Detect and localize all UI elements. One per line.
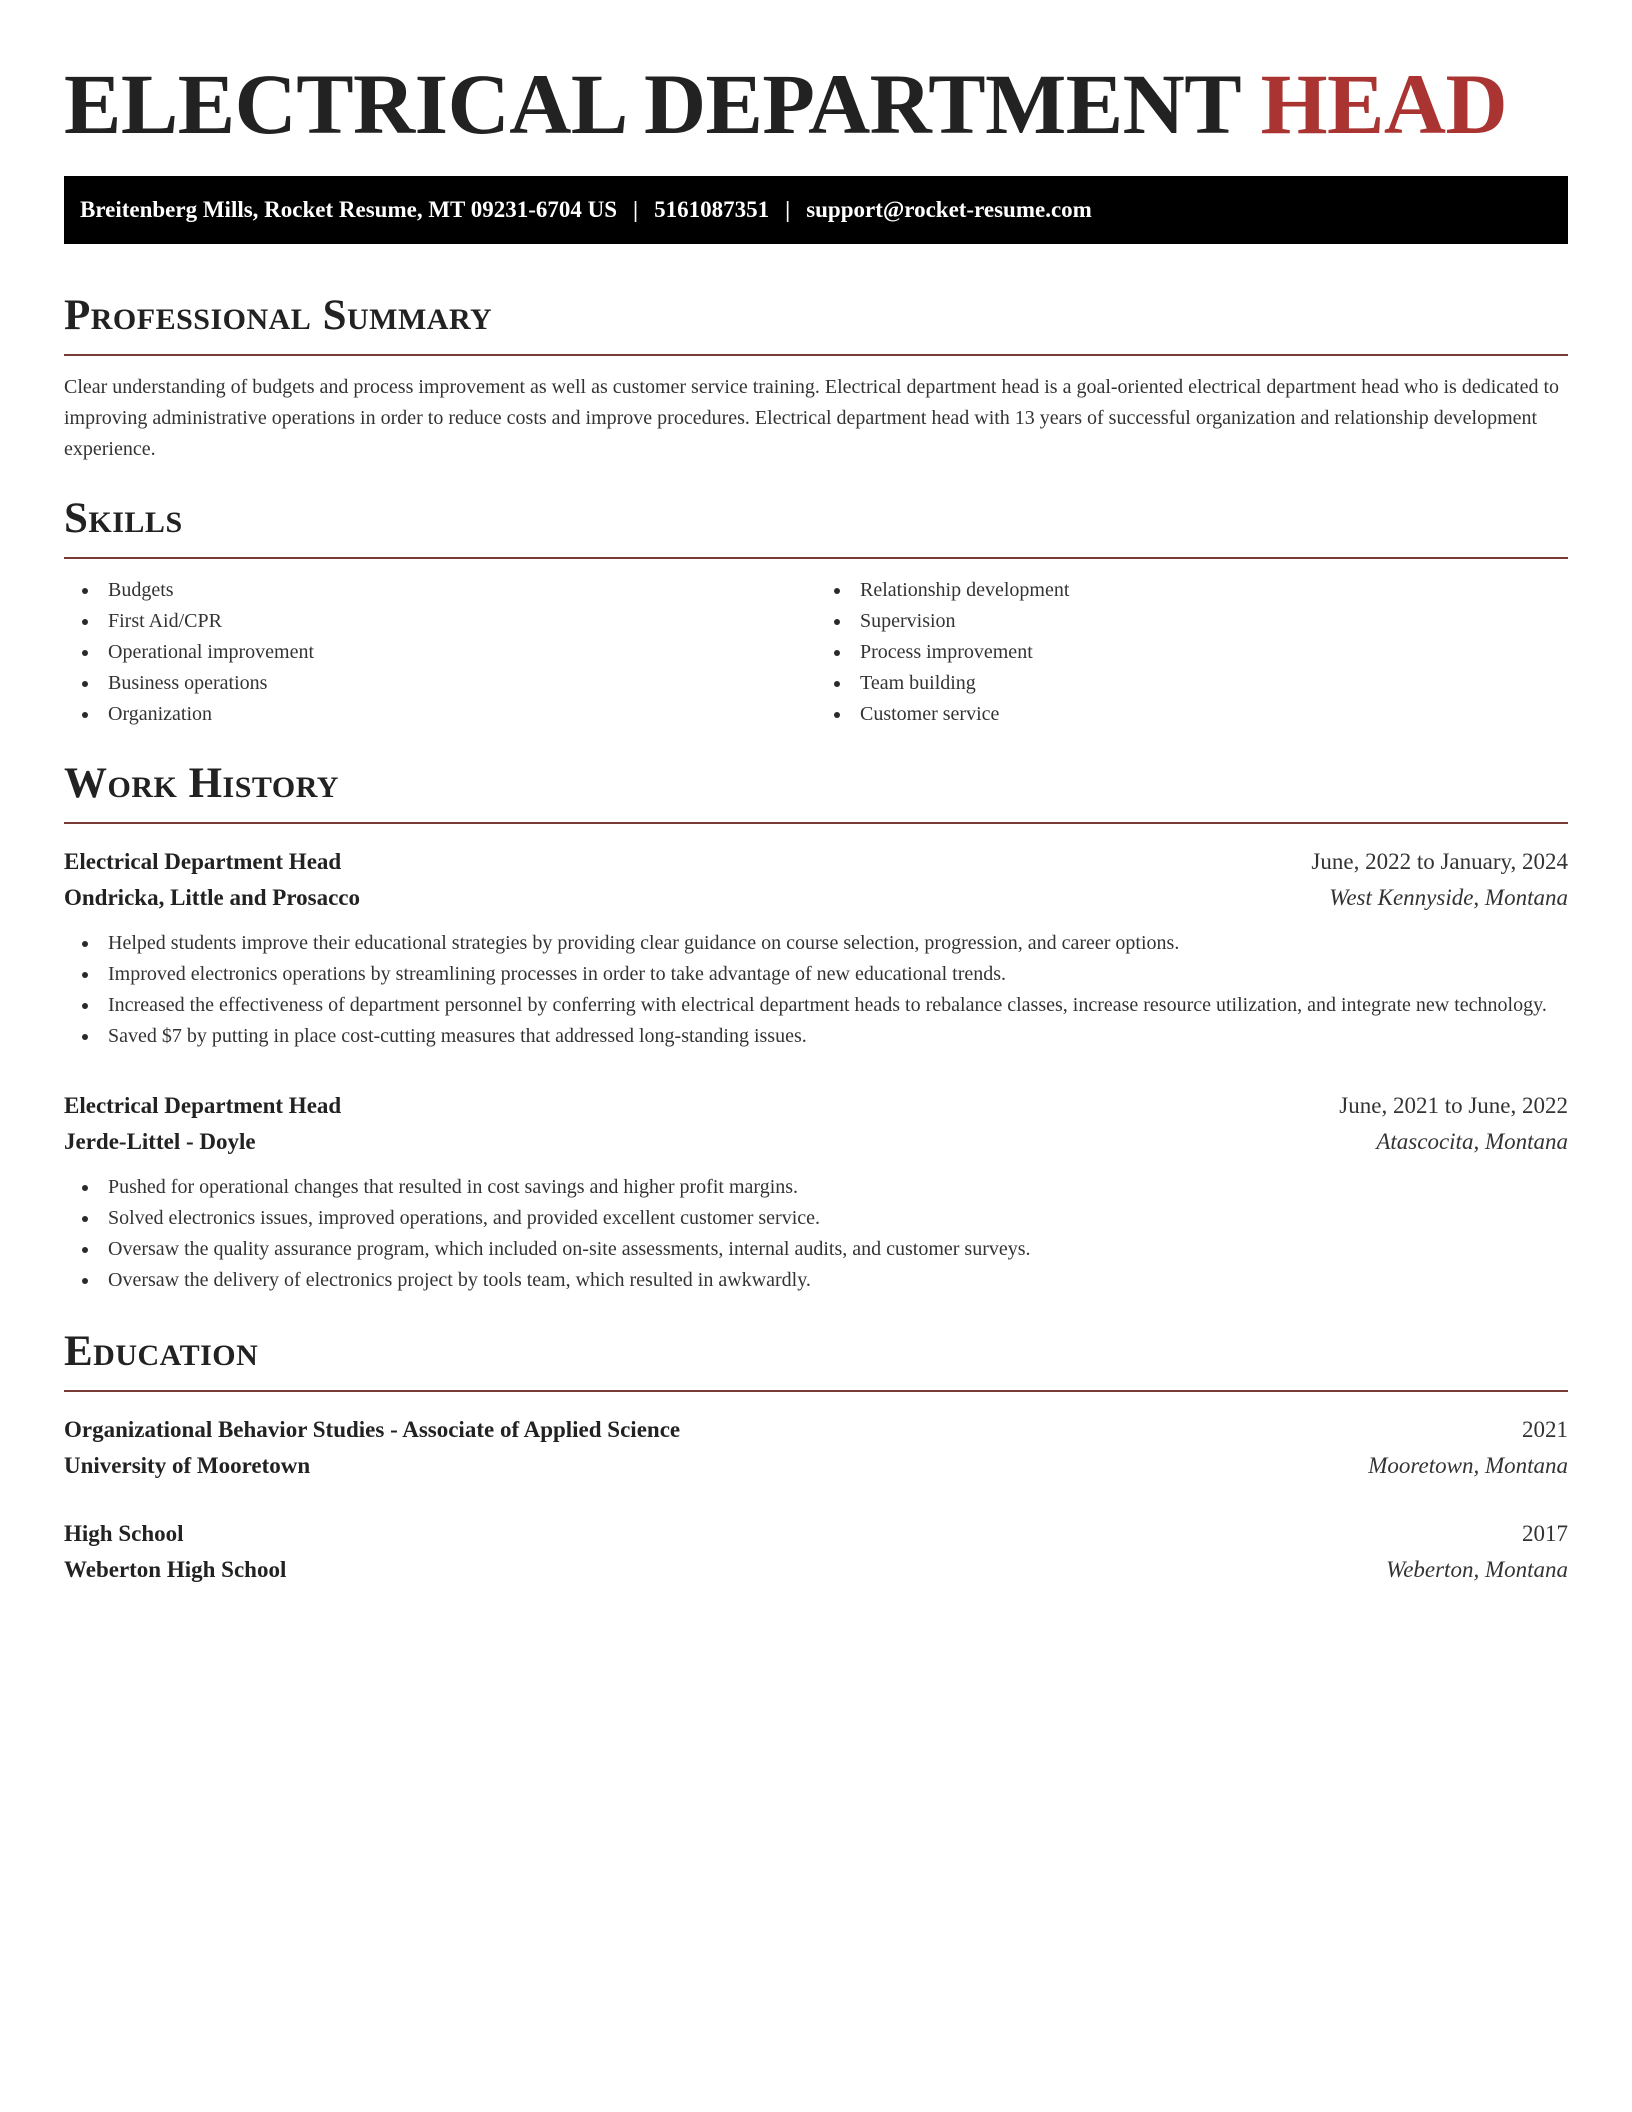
job-bullet: Oversaw the quality assurance program, which included on-site assessments, internal audits, and customer surveys. [108,1234,1568,1265]
education-school: University of Mooretown [64,1453,311,1478]
skill-item: Business operations [108,668,816,699]
work-history-section [64,758,1568,1296]
education-header-row [64,1516,1568,1552]
job-dates: June, 2021 to June, 2022 [1339,1093,1568,1118]
job-bullet: Improved electronics operations by streamlining processes in order to take advantage of new educational trends. [108,959,1568,990]
education-degree: Organizational Behavior Studies - Associate of Applied Science [64,1417,681,1442]
skills-heading: Skills [64,493,1568,559]
education-header-row [64,1412,1568,1448]
skills-column-right [816,575,1568,730]
job-company: Jerde-Littel - Doyle [64,1129,256,1154]
education-entry [64,1516,1568,1588]
contact-phone[interactable]: 5161087351 [654,197,770,222]
job-bullet: Saved $7 by putting in place cost-cutting measures that addressed long-standing issues. [108,1021,1568,1052]
contact-separator: | [633,197,639,222]
contact-address: Breitenberg Mills, Rocket Resume, MT 09231-6704 US [80,197,618,222]
skill-item: Budgets [108,575,816,606]
skill-item: Supervision [860,606,1568,637]
job-title: Electrical Department Head [64,849,342,874]
job-bullet: Increased the effectiveness of department personnel by conferring with electrical department heads to rebalance classes, increase resource utilization, and integrate new technology. [108,990,1568,1021]
job-company-row [64,880,1568,916]
skills-column-left [64,575,816,730]
job-location: West Kennyside, Montana [1329,885,1568,910]
education-heading: Education [64,1326,1568,1392]
summary-section [64,290,1568,465]
contact-bar [64,176,1568,244]
job-bullet: Pushed for operational changes that resulted in cost savings and higher profit margins. [108,1172,1568,1203]
title-main: ELECTRICAL DEPARTMENT [64,56,1240,152]
title-accent: HEAD [1260,56,1508,152]
contact-separator: | [785,197,791,222]
skill-item: Organization [108,699,816,730]
job-bullet: Helped students improve their educational strategies by providing clear guidance on course selection, progression, and career options. [108,928,1568,959]
job-company-row [64,1124,1568,1160]
job-entry [64,844,1568,1052]
job-header-row [64,844,1568,880]
education-section [64,1326,1568,1588]
education-school-row [64,1448,1568,1484]
education-school: Weberton High School [64,1557,287,1582]
skills-section [64,493,1568,730]
work-history-heading: Work History [64,758,1568,824]
job-entry [64,1088,1568,1296]
education-location: Weberton, Montana [1386,1557,1568,1582]
skill-item: Team building [860,668,1568,699]
education-degree: High School [64,1521,184,1546]
summary-text: Clear understanding of budgets and process improvement as well as customer service training. Electrical department head is a goal-oriented electrical department head who is dedicated to improving administrative operations in order to reduce costs and improve procedures. Electrical department head with 13 years of successful organization and relationship development experience. [64,376,1560,460]
skill-item: Customer service [860,699,1568,730]
skill-item: First Aid/CPR [108,606,816,637]
job-company: Ondricka, Little and Prosacco [64,885,361,910]
skill-item: Operational improvement [108,637,816,668]
job-dates: June, 2022 to January, 2024 [1311,849,1568,874]
job-location: Atascocita, Montana [1376,1129,1568,1154]
summary-heading: Professional Summary [64,290,1568,356]
job-title: Electrical Department Head [64,1093,342,1118]
contact-email[interactable]: support@rocket-resume.com [806,197,1092,222]
job-bullet: Solved electronics issues, improved operations, and provided excellent customer service. [108,1203,1568,1234]
education-year: 2021 [1522,1417,1568,1442]
skill-item: Relationship development [860,575,1568,606]
skill-item: Process improvement [860,637,1568,668]
education-year: 2017 [1522,1521,1568,1546]
job-bullets [64,928,1568,1052]
job-header-row [64,1088,1568,1124]
education-school-row [64,1552,1568,1588]
job-bullet: Oversaw the delivery of electronics project by tools team, which resulted in awkwardly. [108,1265,1568,1296]
skills-grid [64,575,1568,730]
education-location: Mooretown, Montana [1368,1453,1568,1478]
education-entry [64,1412,1568,1484]
job-bullets [64,1172,1568,1296]
resume-title [64,56,1568,152]
